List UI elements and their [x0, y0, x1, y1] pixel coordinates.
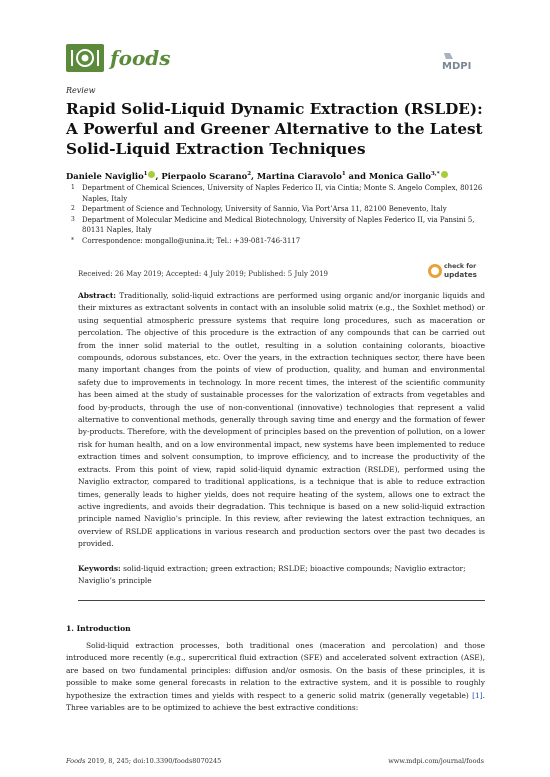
check-updates-line1: check for	[444, 263, 477, 270]
footer-journal: Foods	[66, 757, 86, 765]
affiliation-item	[66, 204, 486, 215]
journal-name: foods	[110, 46, 171, 70]
citation-link[interactable]: [1]	[472, 690, 483, 700]
author-name: Monica Gallo	[368, 171, 431, 181]
author-affiliation-mark: 1	[341, 171, 346, 178]
author-separator: ,	[155, 171, 162, 181]
affiliation-list	[66, 183, 486, 246]
affiliation-mark: *	[71, 236, 74, 244]
affiliation-mark: 3	[71, 215, 75, 223]
orcid-icon[interactable]	[441, 171, 448, 178]
check-updates-line2: updates	[444, 269, 477, 279]
divider	[78, 600, 485, 601]
author-separator: ,	[251, 171, 257, 181]
author-name: Martina Ciaravolo	[256, 171, 342, 181]
journal-header	[66, 44, 484, 74]
journal-logo-icon	[66, 44, 104, 72]
footer-doi: 2019, 8, 245; doi:10.3390/foods8070245	[85, 757, 222, 765]
introduction-paragraph	[66, 640, 485, 714]
abstract-text: Traditionally, solid-liquid extractions are performed using organic and/or inorganic liquids and their mixtures as extractant solvents in contact with an insoluble solid matrix (e.g., the Soxhlet method) or using sequential atmospheric pressure systems that require long procedures, such as maceration or percolation. The objective of this procedure is the extraction of any compounds that can be carried out from the inner solid material to the outlet, resulting in a solution containing colorants, bioactive compounds, odorous substances, etc. Over the years, in the extraction techniques sector, there have been many important changes from the points of view of production, quality, and human and environmental safety due to improvements in technology. In more recent times, the interest of the scientific community has been aimed at the study of sustainable processes for the valorization of extracts from vegetables and food by-products, through the use of non-conventional (innovative) technologies that represent a valid alternative to conventional methods, generally through saving time and energy and the formation of fewer by-products. Therefore, with the development of principles based on the prevention of pollution, on a lower risk for human health, and on a low environmental impact, new systems have been implemented to reduce extraction times and solvent consumption, to improve efficiency, and to increase the productivity of the extracts. From this point of view, rapid solid-liquid dynamic extraction (RSLDE), performed using the Naviglio extractor, compared to traditional applications, is a technique that is able to reduce extraction times, generally leads to higher yields, does not require heating of the system, allows one to extract the active ingredients, and avoids their degradation. This technique is based on a new solid-liquid extraction principle named Naviglio’s principle. In this review, after reviewing the latest extraction techniques, an overview of RSLDE applications in various research and production sectors over the past two decades is provided.	[78, 291, 485, 549]
author-name: Daniele Naviglio	[66, 171, 144, 181]
intro-text-continued: . Three variables are to be optimized to achieve the best extractive conditions:	[66, 690, 485, 713]
keywords	[78, 563, 485, 588]
affiliation-text: Department of Science and Technology, University of Sannio, Via Port’Arsa 11, 82100 Benevento, Italy	[82, 205, 447, 213]
abstract	[78, 290, 485, 551]
keywords-label: Keywords:	[78, 564, 121, 573]
affiliation-mark: 1	[71, 184, 75, 191]
mdpi-logo-icon	[440, 50, 484, 72]
affiliation-item	[66, 183, 486, 204]
svg-text:MDPI: MDPI	[442, 61, 472, 72]
author-affiliation-mark: 2	[247, 171, 252, 178]
check-updates-icon	[428, 264, 442, 278]
intro-text: Solid-liquid extraction processes, both traditional ones (maceration and percolation) and those introduced more recently (e.g., supercritical fluid extraction (SFE) and accelerated solvent extraction (ASE), are based on two fundamental principles: diffusion and/or osmosis. On the basis of these principles, it is possible to make some general forecasts in relation to the extractive system, and it is possible to roughly hypothesize the extraction times and yields with respect to a generic solid matrix (generally vegetable)	[66, 641, 485, 700]
author-list	[66, 171, 486, 181]
author-separator: and	[345, 171, 369, 181]
footer-url[interactable]: www.mdpi.com/journal/foods	[388, 757, 484, 765]
affiliation-text: Correspondence: mongallo@unina.it; Tel.: +39-081-746-3117	[82, 236, 301, 245]
footer-citation	[66, 757, 221, 765]
affiliation-text: Department of Chemical Sciences, University of Naples Federico II, via Cintia; Monte S. Angelo Complex, 80126 Naples, Italy	[82, 184, 483, 203]
author-affiliation-mark: 1	[143, 171, 148, 178]
affiliation-mark: 2	[71, 205, 75, 212]
section-heading: 1. Introduction	[66, 624, 131, 633]
affiliation-item	[66, 236, 486, 247]
article-type-label: Review	[66, 86, 96, 95]
abstract-label: Abstract:	[78, 291, 117, 300]
publication-dates: Received: 26 May 2019; Accepted: 4 July 2019; Published: 5 July 2019	[78, 270, 328, 278]
author-affiliation-mark: 3,*	[430, 171, 440, 178]
affiliation-item	[66, 215, 486, 236]
article-title: Rapid Solid-Liquid Dynamic Extraction (RSLDE): A Powerful and Greener Alternative to the Latest Solid-Liquid Extraction Techniques	[66, 100, 483, 158]
author-name: Pierpaolo Scarano	[161, 171, 248, 181]
keywords-text: solid-liquid extraction; green extraction; RSLDE; bioactive compounds; Naviglio extractor; Naviglio’s principle	[78, 564, 466, 586]
affiliation-text: Department of Molecular Medicine and Medical Biotechnology, University of Naples Federico II, via Pansini 5, 80131 Naples, Italy	[82, 215, 475, 234]
check-for-updates-badge[interactable]	[428, 262, 484, 282]
